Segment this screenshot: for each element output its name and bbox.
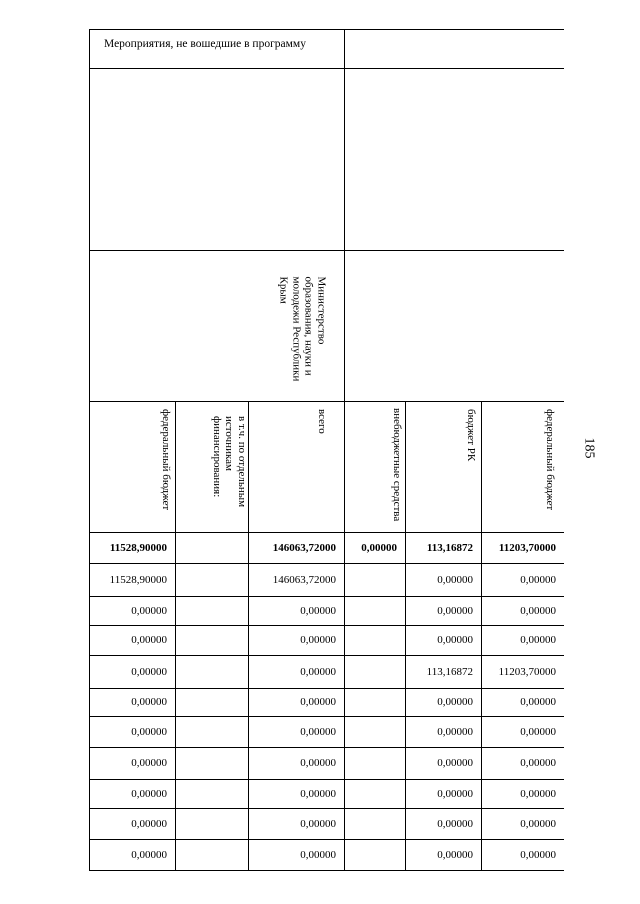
row-divider	[89, 532, 564, 533]
cell-federal-2: 0,00000	[520, 817, 556, 830]
cell-budget-rk: 0,00000	[437, 696, 473, 708]
cell-federal-2: 0,00000	[520, 757, 556, 769]
cell-budget-rk: 0,00000	[437, 634, 473, 646]
table-left-border	[89, 29, 90, 870]
column-divider	[405, 401, 406, 870]
cell-budget-rk: 0,00000	[437, 573, 473, 586]
cell-federal: 0,00000	[131, 848, 167, 861]
cell-budget-rk: 0,00000	[437, 604, 473, 617]
column-divider	[175, 401, 176, 870]
column-divider	[344, 401, 345, 870]
cell-federal: 0,00000	[131, 696, 167, 708]
cell-federal-2: 0,00000	[520, 787, 556, 800]
header-federal-budget-2: федеральный бюджет	[544, 409, 556, 511]
cell-federal-2: 0,00000	[520, 725, 556, 738]
header-total: всего	[316, 409, 328, 434]
cell-federal-2: 0,00000	[520, 604, 556, 617]
cell-federal: 11528,90000	[109, 573, 167, 586]
cell-total: 146063,72000	[272, 541, 336, 554]
cell-total: 0,00000	[300, 787, 336, 800]
header-separate-sources: в т.ч. по отдельным источникам финансирования:	[211, 416, 248, 508]
cell-total: 0,00000	[300, 696, 336, 708]
cell-federal-2: 11203,70000	[498, 665, 556, 678]
row-divider	[89, 625, 564, 626]
header-extrabudget: внебюджетные средства	[391, 408, 403, 522]
table-top-border	[89, 29, 564, 30]
cell-federal-2: 0,00000	[520, 573, 556, 586]
row-divider	[89, 779, 564, 780]
cell-federal: 0,00000	[131, 757, 167, 769]
row-divider	[89, 68, 564, 69]
cell-budget-rk: 113,16872	[426, 541, 473, 554]
cell-federal: 0,00000	[131, 787, 167, 800]
cell-budget-rk: 113,16872	[426, 665, 473, 678]
cell-extrabudget: 0,00000	[361, 541, 397, 554]
header-federal-budget: федеральный бюджет	[160, 409, 172, 511]
row-divider	[89, 250, 564, 251]
cell-federal-2: 11203,70000	[498, 541, 556, 554]
row-divider	[89, 839, 564, 840]
cell-budget-rk: 0,00000	[437, 787, 473, 800]
cell-total: 0,00000	[300, 665, 336, 678]
cell-federal: 11528,90000	[109, 541, 167, 554]
row-divider	[89, 808, 564, 809]
cell-total: 0,00000	[300, 604, 336, 617]
cell-federal: 0,00000	[131, 817, 167, 830]
row-divider	[89, 688, 564, 689]
row-divider	[89, 747, 564, 748]
cell-federal: 0,00000	[131, 634, 167, 646]
column-divider	[248, 401, 249, 870]
column-divider	[344, 29, 345, 401]
row-divider	[89, 401, 564, 402]
cell-budget-rk: 0,00000	[437, 757, 473, 769]
row-divider	[89, 870, 564, 871]
cell-federal-2: 0,00000	[520, 634, 556, 646]
row-divider	[89, 716, 564, 717]
cell-total: 0,00000	[300, 848, 336, 861]
section-title: Мероприятия, не вошедшие в программу	[104, 38, 306, 50]
cell-total: 0,00000	[300, 634, 336, 646]
page-number: 185	[581, 437, 597, 459]
cell-federal: 0,00000	[131, 665, 167, 678]
cell-budget-rk: 0,00000	[437, 848, 473, 861]
cell-total: 146063,72000	[272, 573, 336, 586]
cell-federal: 0,00000	[131, 725, 167, 738]
row-divider	[89, 655, 564, 656]
row-divider	[89, 596, 564, 597]
cell-federal-2: 0,00000	[520, 848, 556, 861]
column-divider	[481, 401, 482, 870]
cell-total: 0,00000	[300, 725, 336, 738]
cell-total: 0,00000	[300, 757, 336, 769]
header-budget-rk: бюджет РК	[465, 409, 477, 462]
row-divider	[89, 563, 564, 564]
ministry-name: Министерство образования, науки и молодежи Республики Крым	[278, 276, 328, 382]
cell-budget-rk: 0,00000	[437, 817, 473, 830]
cell-federal-2: 0,00000	[520, 696, 556, 708]
cell-federal: 0,00000	[131, 604, 167, 617]
cell-total: 0,00000	[300, 817, 336, 830]
cell-budget-rk: 0,00000	[437, 725, 473, 738]
